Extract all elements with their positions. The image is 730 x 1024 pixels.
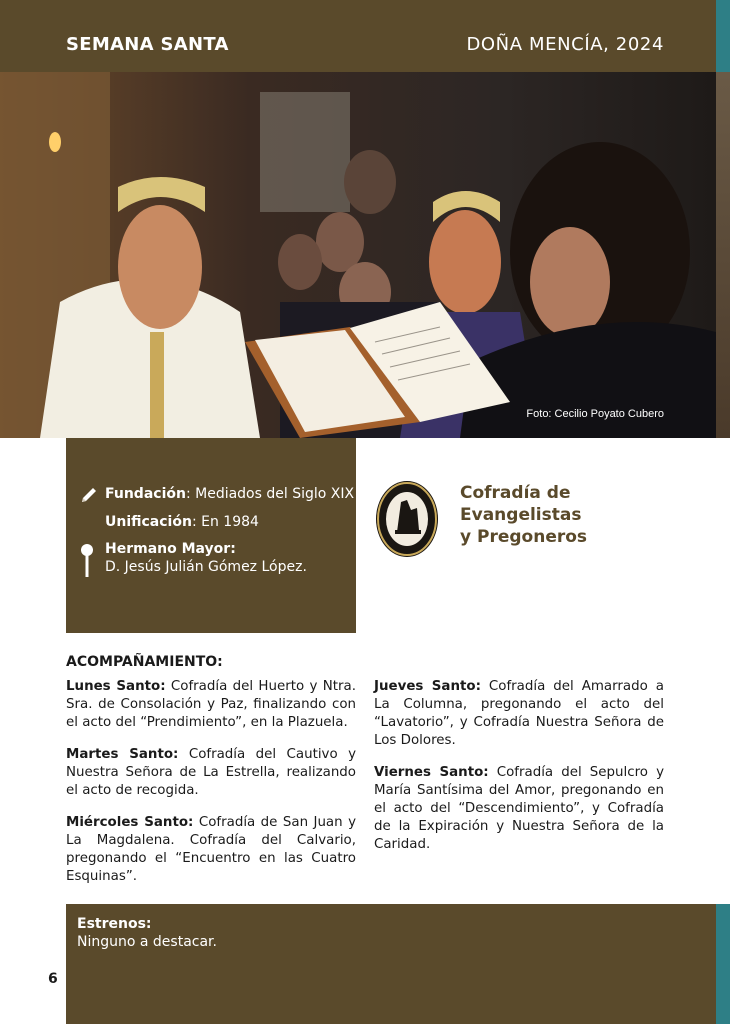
publication-title: DOÑA MENCÍA, 2024 — [466, 34, 664, 55]
unificacion-line — [105, 514, 259, 530]
estrenos-label: Estrenos: — [77, 916, 152, 932]
photo-credit: Foto: Cecilio Poyato Cubero — [526, 408, 664, 420]
day-entry-viernes — [374, 764, 664, 854]
teal-edge-top — [716, 0, 730, 72]
unificacion-value: : En 1984 — [191, 514, 259, 530]
day-entry-martes — [66, 746, 356, 800]
day-label: Miércoles Santo: — [66, 815, 194, 830]
day-text: Cofradía del Cautivo y Nuestra Señora de La Estrella, realizando el acto de recogida. — [66, 747, 357, 798]
cofradia-title-line-3: y Pregoneros — [460, 527, 588, 547]
day-text: Cofradía del Huerto y Ntra. Sra. de Consolación y Paz, finalizando con el acto del “Prendimiento”, en la Plazuela. — [66, 679, 356, 730]
day-label: Viernes Santo: — [374, 765, 489, 780]
day-text: Cofradía de San Juan y La Magdalena. Cofradía del Calvario, pregonando el “Encuentro en las Cuatro Esquinas”. — [66, 815, 356, 884]
day-entry-lunes — [66, 678, 356, 732]
cofradia-seal — [375, 480, 439, 558]
photo-edge-strip — [716, 72, 730, 438]
fundacion-value: : Mediados del Siglo XIX — [185, 486, 355, 502]
day-text: Cofradía del Amarrado a La Columna, pregonando el acto del “Lavatorio”, y Cofradía Nuestra Señora de Los Dolores. — [374, 679, 664, 748]
fundacion-line — [105, 486, 354, 502]
teal-edge-bottom — [716, 904, 730, 1024]
procession-photo — [0, 72, 716, 438]
section-title: SEMANA SANTA — [66, 34, 229, 55]
pencil-icon — [80, 486, 98, 508]
fundacion-label: Fundación — [105, 486, 186, 502]
hermano-label: Hermano Mayor: — [105, 541, 236, 557]
unificacion-label: Unificación — [105, 514, 192, 530]
cofradia-title — [460, 482, 660, 548]
cofradia-title-line-2: Evangelistas — [460, 505, 582, 525]
page-number: 6 — [48, 971, 58, 987]
acompanamiento-column-left — [66, 678, 356, 900]
hermano-value: D. Jesús Julián Gómez López. — [105, 559, 307, 575]
acompanamiento-heading: ACOMPAÑAMIENTO: — [66, 654, 223, 670]
day-label: Martes Santo: — [66, 747, 179, 762]
day-text: Cofradía del Sepulcro y María Santísima del Amor, pregonando en el acto del “Descendimiento”, y Cofradía de la Expiración y Nuestra Señora de la Caridad. — [374, 765, 664, 852]
estrenos-text: Ninguno a destacar. — [77, 934, 217, 950]
hermano-label-line — [105, 541, 236, 557]
estrenos-box — [66, 904, 716, 1024]
day-label: Lunes Santo: — [66, 679, 166, 694]
info-box — [66, 438, 356, 633]
day-label: Jueves Santo: — [374, 679, 481, 694]
acompanamiento-column-right — [374, 678, 664, 868]
cofradia-title-line-1: Cofradía de — [460, 483, 571, 503]
staff-pin-icon — [80, 543, 94, 581]
day-entry-miercoles — [66, 814, 356, 886]
day-entry-jueves — [374, 678, 664, 750]
page-header — [0, 0, 716, 72]
